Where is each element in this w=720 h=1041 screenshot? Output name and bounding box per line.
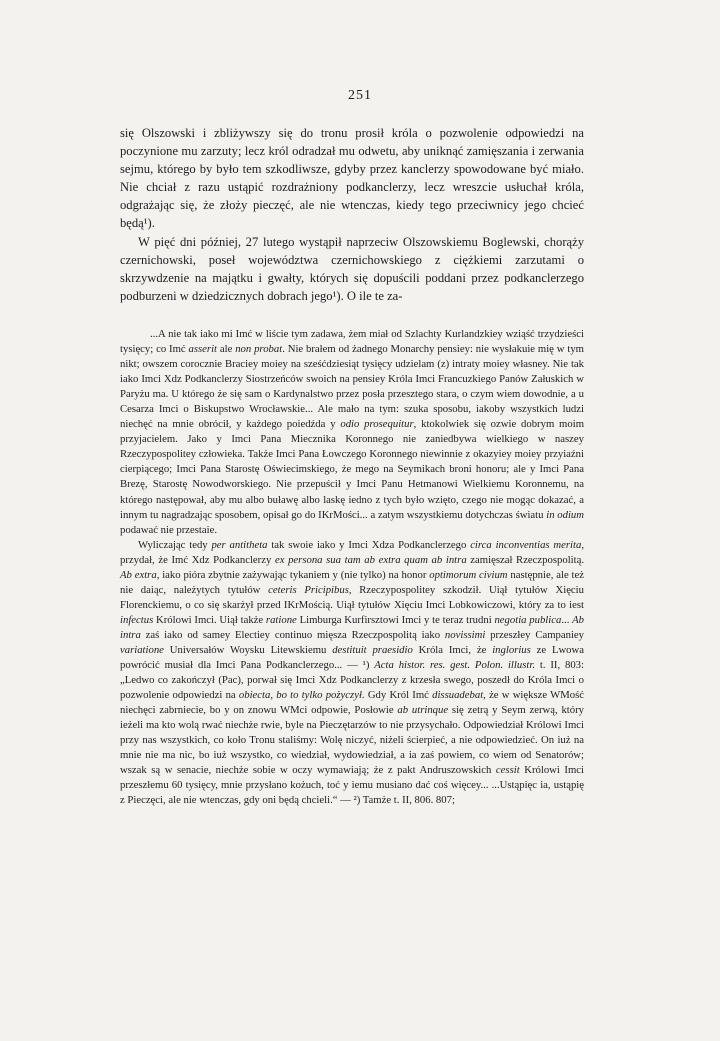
quote-paragraph-2: Wyliczając tedy per antitheta tak swoie iako y Imci Xdza Podkanclerzego circa inconventias merita, przydał, że Imć Xdz Podkanclerzy ex persona sua tam ab extra quam ab intra zamięszał Rzeczpospolitą. Ab extra, iako pióra zbytnie zażywając tykaniem y (nie tylko) na honor optimorum civium następnie, ale też nie daiąc, należytych tytułów ceteris Pricipibus, Rzeczypospolitey szkodził. Uiął tytułów Xięciu Florenckiemu, o co się skarżył przed IKrMością. Uiął tytułów Xięciu Imci Lobkowiczowi, który za to iest infectus Królowi Imci. Uiął także ratione Limburga Kurfirsztowi Imci y te teraz trudni negotia publica... Ab intra zaś iako od samey Electiey continuo mięsza Rzeczpospolitą iako novissimi przeszłey Campaniey variatione Universałów Woysku Litewskiemu destituit praesidio Króla Imci, że inglorius ze Lwowa powrócić musiał dla Imci Pana Podkanclerzego... — ¹) Acta histor. res. gest. Polon. illustr. t. II, 803: „Ledwo co zakończył (Pac), porwał się Imci Xdz Podkanclerzy z krzesła swego, poszedł do Króla Imci o pozwolenie odpowiedzi na obiecta, bo to tylko pożyczył. Gdy Król Imć dissuadebat, że w większe WMość niechęci zabrniecie, bo y on znowu WMci odpowie, Posłowie ab utrinque się zetrą y Seym zerwą, który ieżeli ma kto wolą rwać niechże rwie, byle na Pieczętarzów to nie przysychało. Odpowiedział Królowi Imci przy nas wszystkich, co koło Tronu staliśmy: Wolę niczyć, niżeli ścierpieć, a nie odpowiedzieć. On iuż na mnie nie ma nic, bo iuż wszystko, co wiedział, wydowiedział, a ia zaś powiem, co wiem od Senatorów; wszak są w senacie, niechże sobie w oczy wymawiają; że z pakt Andruszowskich cessit Królowi Imci przeszłemu 60 tysięcy, mnie przysłano kożuch, toć y iemu musiano dać coś więcey... ...Ustąpięc ia, ustąpię z Pieczęci, ale nie wtenczas, gdy oni będą chcieli.“ — ²) Tamże t. II, 806. 807; [120, 538, 585, 807]
main-paragraph-2: W pięć dni później, 27 lutego wystąpił naprzeciw Olszowskiemu Boglewski, chorąży czernichowski, poseł województwa czernichowskiego z ciężkiemi zarzutami o skrzywdzenie na majątku i gwałty, których się dopuścili poddani przez podkanclerzego podburzeni w dziedzicznych dobrach jego¹). O ile te za- [120, 234, 584, 303]
page-number: 251 [348, 88, 372, 103]
main-text [120, 124, 584, 305]
quote-paragraph-1: ...A nie tak iako mi Imć w liście tym zadawa, żem miał od Szlachty Kurlandzkiey wziąść trzydzieści tysięcy; co Imć asserit ale non probat. Nie brałem od żadnego Monarchy pensiey: nie wysłakuie mię w tym nikt; owszem corocznie Bracieу moiey na sześćdziesiąt tysięcy udzielam (z) intraty moiey własney. Nie tak iako Imci Xdz Podkanclerzy Siostrzeńców swoich na pensiey Króla Imci Francuzkiego Panów Załuskich w Paryżu ma. U którego że się sam o Kardynalstwo przez posła przesztego stara, o czym wiem dowodnie, a u Cesarza Imci o Biskupstwo Wrocławskie... Ale mało na tym: szuka sposobu, iakoby wszystkich ludzi niechęć na mnie obrócił, y każdego poiedźda y odio prosequitur, ktokolwiek się ozwie dobrym moim przyjacielem. Jako y Imci Pana Miecznika Koronnego nie zaniedbywa wielkiego w naszey Rzeczypospolitey człowieka. Także Imci Pana Łowczego Koronnego niewinnie z okazyiey moiey przyiaźni cierpiącego; Imci Pana Starostę Oświecimskiego, że mego na Seymikach broni honoru; ale y Imci Pana Brezę, Starostę Nowodworskiego. Nie przepuścił y Imci Panu Hetmanowi Wielkiemu Koronnemu, na którego następował, aby mu albo buławę albo laskę iedno z tych było wzięto, czego nie mogąc dokazać, a innym tu nagradzając sposobem, opisał go do IKrMości... a zatym wszystkiemu dotychczas światu in odium podawać nie przestaie. [120, 328, 585, 536]
main-paragraph-1: się Olszowski i zbliżywszy się do tronu prosił króla o pozwolenie odpowiedzi na poczynione mu zarzuty; lecz król odradzał mu odwetu, aby uniknąć zamięszania i zerwania sejmu, którego by było tem szkodliwsze, gdyby przez kanclerzy spowodowane być miało. Nie chciał z razu ustąpić rozdrażniony podkanclerzy, lecz wreszcie usłuchał króla, odgrażając się, że złoży pieczęć, ale nie wtenczas, kiedy tego przeciwnicy jego chcieć będą¹). [120, 126, 584, 231]
footnote-quote [120, 327, 584, 809]
